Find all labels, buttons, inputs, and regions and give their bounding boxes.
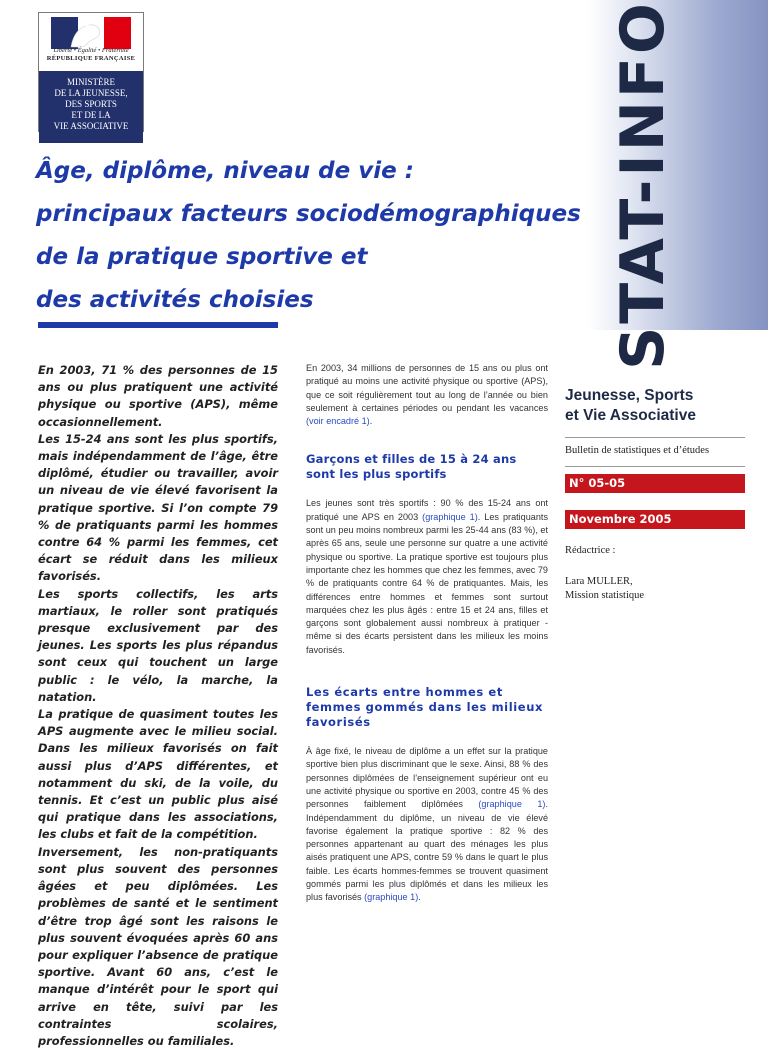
ministry-logo-block [38,12,144,132]
gender-paragraph [306,745,548,905]
title-line: des activités choisies [36,287,314,313]
title-underline [38,322,278,328]
ministry-name-line: DE LA JEUNESSE, [54,88,128,98]
encadre-link[interactable]: (voir encadré 1) [306,416,370,427]
youth-text-1: Les jeunes sont très sportifs : 90 % des 15-24 ans ont pratiqué une APS en 2003 [306,498,548,522]
author-label: Rédactrice : [565,545,616,556]
republic-name: RÉPUBLIQUE FRANÇAISE [46,55,136,62]
divider [565,466,745,467]
stat-info-text: STAT-INFO [608,0,678,370]
graphique-link[interactable]: (graphique 1) [478,799,546,810]
gender-text-2: . Indépendamment du diplôme, un niveau de vie élevé favorise également la pratique sportive : 82 % des personnes appartenant au quart des ménages les plus aisés pratiquent une APS, contre 59 % dans le quart le plus faible. Les écarts hommes-femmes se trouvent quasiment gommés parmi les plus diplômés et dans les milieux les plus favorisés [306,799,548,903]
graphique-link[interactable]: (graphique 1) [422,511,478,522]
gender-text-1: À âge fixé, le niveau de diplôme a un effet sur la pratique sportive bien plus discriminant que le sexe. Ainsi, 88 % des personnes diplômées de l’enseignement supérieur ont eu une activité physique ou sportive en 2003, contre 45 % des personnes faiblement diplômées [306,746,548,810]
gender-end: . [418,892,421,903]
intro-text: En 2003, 34 millions de personnes de 15 ans ou plus ont pratiqué au moins une activité physique ou sportive (APS), que ce soit régulièrement tout au long de l’année ou bien seulement à certaines périodes ou pendant les vacances [306,363,548,413]
stat-info-brand [608,0,678,370]
summary-paragraph: En 2003, 71 % des personnes de 15 ans ou plus pratiquent une activité physique ou sportive (APS), même occasionnellement. [38,363,278,429]
page-title [36,150,596,322]
divider [565,437,745,438]
ministry-name-line: DES SPORTS [65,99,117,109]
summary-column [38,362,278,1050]
marianne-flag-icon [51,17,131,49]
title-line: principaux facteurs sociodémographiques [36,201,581,227]
article-column [306,362,548,905]
author-name: Lara MULLER, [565,576,633,587]
author-unit: Mission statistique [565,590,645,601]
summary-paragraph: Les sports collectifs, les arts martiaux, le roller sont pratiqués presque exclusivement par des jeunes. Les sports les plus répandus sont ceux qui touchent un large public : le vélo, la marche, la natation. [38,586,278,704]
youth-paragraph [306,497,548,657]
ministry-name [39,71,143,143]
graphique-link[interactable]: (graphique 1) [364,892,419,903]
section-heading-youth: Garçons et filles de 15 à 24 ans sont les plus sportifs [306,452,517,482]
summary-paragraph: Inversement, les non-pratiquants sont plus souvent des personnes âgées et peu diplômées. Les problèmes de santé et le sentiment d’être trop âgé sont les raisons le plus souvent évoquées après 60 ans pour expliquer l’absence de pratique sportive. Avant 60 ans, c’est le manque d’intérêt pour le sport qui arrive en tête, suivi par les contraintes scolaires, professionnelles ou familiales. [38,844,278,1048]
summary-paragraph: La pratique de quasiment toutes les APS augmente avec le milieu social. Dans les milieux favorisés on fait aussi plus d’APS différentes, et notamment du ski, de la voile, du tennis. Et c’est un public plus aisé qui pratique dans les associations, les clubs et fait de la compétition. [38,707,278,842]
issue-number-badge: N° 05-05 [565,474,745,493]
org-name-line: et Vie Associative [565,407,696,424]
youth-text-2: . Les pratiquants sont un peu moins nombreux parmi les 25-44 ans (83 %), et après 65 ans, seule une personne sur quatre a une activité physique ou sportive. La pratique sportive est toujours plus importante chez les hommes que chez les femmes, avec 79 % de pratiquants contre 64 % de pratiquantes. Mais, les différences entre hommes et femmes sont surtout marquées chez les plus âgés : entre 15 et 24 ans, filles et garçons sont globalement aussi nombreux à pratiquer - même si des écarts persistent dans les milieux les moins favorisés. [306,511,548,655]
intro-paragraph [306,362,548,428]
republic-motto: Liberté • Égalité • Fraternité [53,47,129,54]
ministry-name-line: MINISTÈRE [67,77,115,87]
issue-date-badge: Novembre 2005 [565,510,745,529]
ministry-name-line: VIE ASSOCIATIVE [53,121,129,131]
summary-paragraph: Les 15-24 ans sont les plus sportifs, mais indépendamment de l’âge, être diplômé, étudier ou travailler, avoir un niveau de vie élevé favorisent la pratique sportive. Si l’on compte 79 % de pratiquants parmi les hommes contre 64 % parmi les femmes, cet écart se réduit dans les milieux favorisés. [38,431,278,584]
organization-name [565,386,745,426]
bulletin-subtitle: Bulletin de statistiques et d’études [565,445,710,456]
intro-end: . [369,416,373,427]
title-line: Âge, diplôme, niveau de vie : [36,158,414,184]
ministry-name-line: ET DE LA [71,110,111,120]
section-heading-gender: Les écarts entre hommes et femmes gommés dans les milieux favorisés [306,685,543,730]
title-line: de la pratique sportive et [36,244,368,270]
org-name-line: Jeunesse, Sports [565,387,694,404]
